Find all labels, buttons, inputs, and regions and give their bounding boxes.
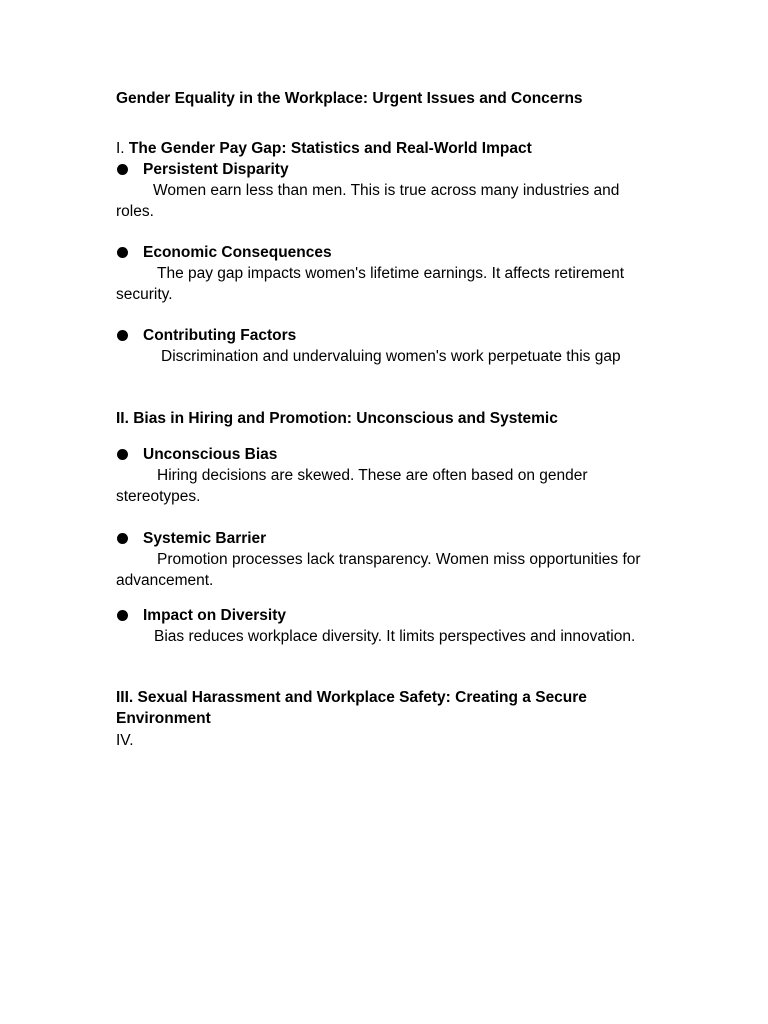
- bullet-item: [116, 159, 676, 180]
- bullet-label: Persistent Disparity: [143, 161, 289, 178]
- bullet-label: Economic Consequences: [143, 244, 332, 261]
- section-3-heading: III. Sexual Harassment and Workplace Safety: Creating a Secure Environment: [116, 689, 587, 727]
- bullet-icon: [117, 330, 128, 341]
- bullet-item: [116, 444, 676, 465]
- bullet-item: [116, 325, 676, 346]
- document-title: Gender Equality in the Workplace: Urgent Issues and Concerns: [116, 90, 583, 107]
- bullet-text: Discrimination and undervaluing women's work perpetuate this gap: [161, 348, 621, 365]
- section-1-title: The Gender Pay Gap: Statistics and Real-World Impact: [128, 140, 532, 157]
- bullet-item: [116, 528, 676, 549]
- bullet-icon: [117, 164, 128, 175]
- bullet-text: Women earn less than men. This is true across many industries and roles.: [116, 182, 620, 220]
- section-1-heading: [116, 138, 676, 159]
- bullet-text: Hiring decisions are skewed. These are often based on gender stereotypes.: [116, 467, 588, 505]
- bullet-label: Unconscious Bias: [143, 446, 278, 463]
- bullet-label: Systemic Barrier: [143, 530, 267, 547]
- bullet-text: Bias reduces workplace diversity. It limits perspectives and innovation.: [154, 628, 636, 645]
- bullet-label: Contributing Factors: [143, 327, 297, 344]
- bullet-text: The pay gap impacts women's lifetime earnings. It affects retirement security.: [116, 265, 625, 303]
- bullet-label: Impact on Diversity: [143, 607, 286, 624]
- section-2-heading: II. Bias in Hiring and Promotion: Unconscious and Systemic: [116, 410, 558, 427]
- bullet-icon: [117, 247, 128, 258]
- bullet-icon: [117, 533, 128, 544]
- bullet-item: [116, 242, 676, 263]
- bullet-icon: [117, 610, 128, 621]
- bullet-icon: [117, 449, 128, 460]
- section-1-numeral: I.: [116, 140, 129, 157]
- section-4-numeral: IV.: [116, 732, 134, 749]
- bullet-item: [116, 605, 676, 626]
- bullet-text: Promotion processes lack transparency. Women miss opportunities for advancement.: [116, 551, 641, 589]
